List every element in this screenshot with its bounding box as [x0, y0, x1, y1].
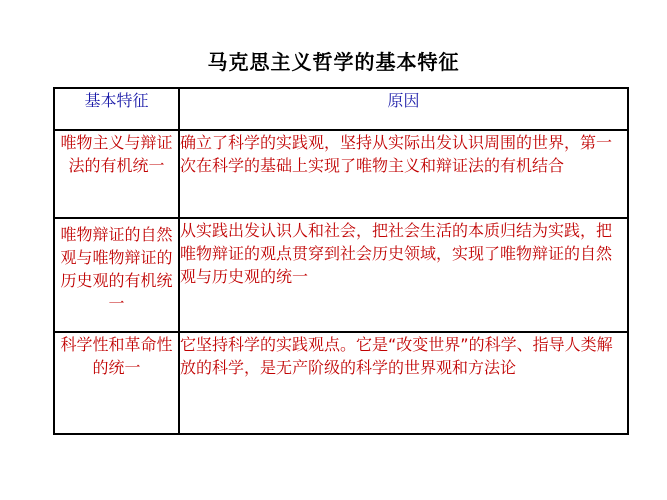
feature-cell: 唯物主义与辩证法的有机统一	[54, 130, 179, 218]
feature-cell: 科学性和革命性的统一	[54, 332, 179, 434]
feature-cell: 唯物辩证的自然观与唯物辩证的历史观的有机统一	[54, 218, 179, 332]
reason-cell: 它坚持科学的实践观点。它是“改变世界”的科学、指导人类解放的科学，是无产阶级的科学的世界观和方法论	[179, 332, 628, 434]
reason-cell: 确立了科学的实践观，坚持从实际出发认识周围的世界，第一次在科学的基础上实现了唯物主义和辩证法的有机结合	[179, 130, 628, 218]
table-row	[54, 332, 628, 434]
reason-cell: 从实践出发认识人和社会，把社会生活的本质归结为实践，把唯物辩证的观点贯穿到社会历史领域，实现了唯物辩证的自然观与历史观的统一	[179, 218, 628, 332]
table-row	[54, 130, 628, 218]
features-table	[53, 87, 629, 435]
header-feature: 基本特征	[54, 88, 179, 130]
table-row	[54, 218, 628, 332]
header-reason: 原因	[179, 88, 628, 130]
page-title: 马克思主义哲学的基本特征	[207, 50, 460, 74]
table-header-row	[54, 88, 628, 130]
